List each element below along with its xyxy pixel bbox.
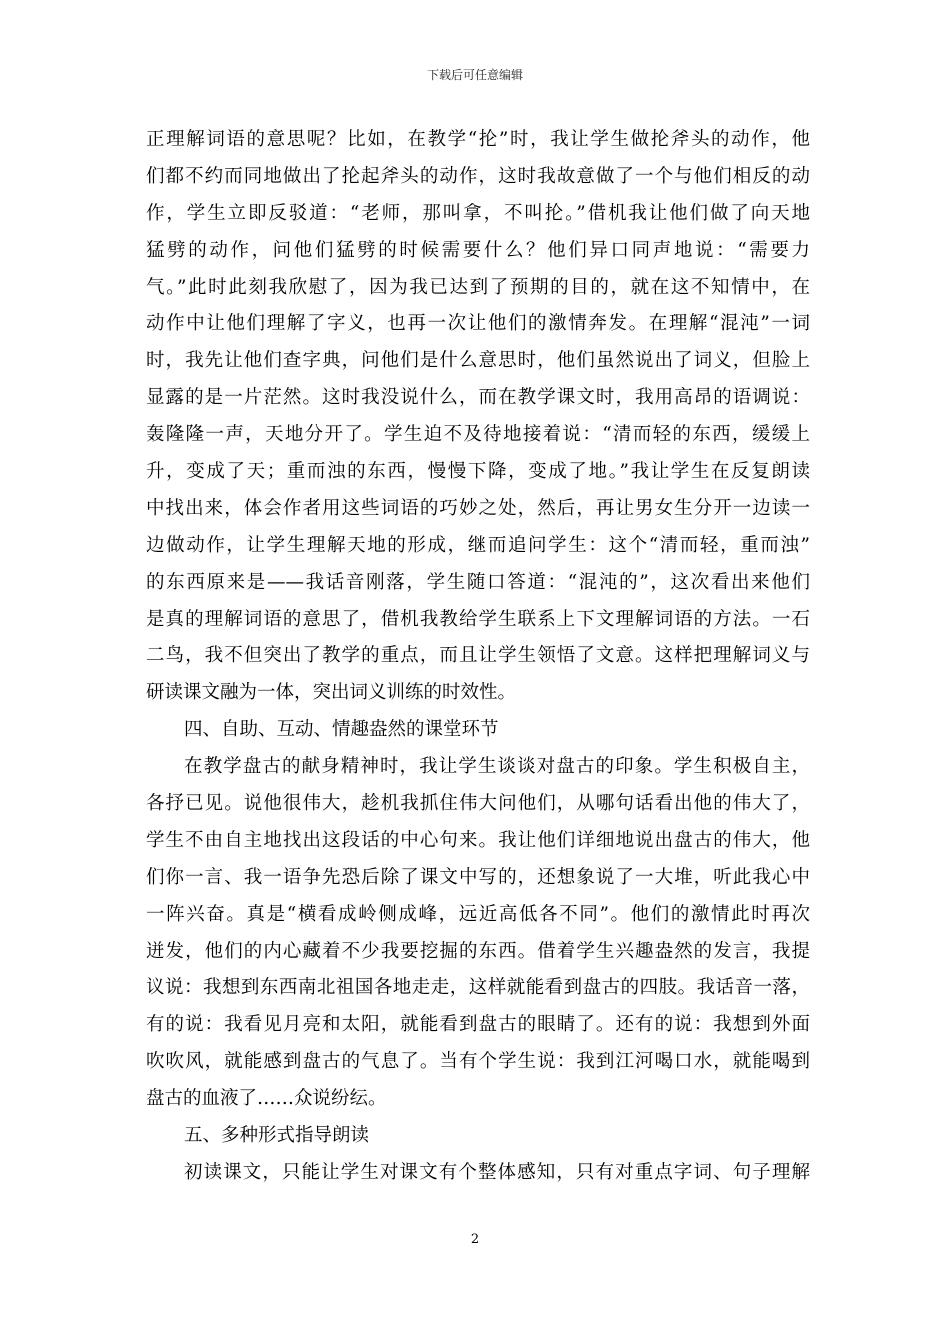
body-text-line: 气。”此时此刻我欣慰了，因为我已达到了预期的目的，就在这不知情中，在	[146, 276, 810, 298]
body-text-line: 轰隆隆一声，天地分开了。学生迫不及待地接着说：“清而轻的东西，缓缓上	[146, 424, 810, 446]
paragraph-first-line: 在教学盘古的献身精神时，我让学生谈谈对盘古的印象。学生积极自主，	[184, 756, 810, 778]
section-heading: 四、自助、互动、情趣盎然的课堂环节	[184, 719, 499, 741]
body-text-line: 作，学生立即反驳道：“老师，那叫拿，不叫抡。”借机我让他们做了向天地	[146, 202, 810, 224]
body-text-line: 是真的理解词语的意思了，借机我教给学生联系上下文理解词语的方法。一石	[146, 608, 810, 630]
body-text-line: 二鸟，我不但突出了教学的重点，而且让学生领悟了文意。这样把理解词义与	[146, 645, 810, 667]
body-text-line: 动作中让他们理解了字义，也再一次让他们的激情奔发。在理解“混沌”一词	[146, 313, 810, 335]
body-text-line: 时，我先让他们查字典，问他们是什么意思时，他们虽然说出了词义，但脸上	[146, 350, 810, 372]
body-text-line: 们你一言、我一语争先恐后除了课文中写的，还想象说了一大堆，听此我心中	[146, 866, 810, 888]
page-header: 下载后可任意编辑	[426, 68, 523, 82]
page-number: 2	[470, 1232, 480, 1247]
body-text-line: 中找出来，体会作者用这些词语的巧妙之处，然后，再让男女生分开一边读一	[146, 497, 810, 519]
body-text-line: 吹吹风，就能感到盘古的气息了。当有个学生说：我到江河喝口水，就能喝到	[146, 1051, 810, 1073]
body-text-line: 一阵兴奋。真是“横看成岭侧成峰，远近高低各不同”。他们的激情此时再次	[146, 903, 810, 925]
section-heading: 五、多种形式指导朗读	[184, 1125, 370, 1147]
body-text-line: 迸发，他们的内心藏着不少我要挖掘的东西。借着学生兴趣盎然的发言，我提	[146, 940, 810, 962]
body-text-line: 学生不由自主地找出这段话的中心句来。我让他们详细地说出盘古的伟大，他	[146, 829, 810, 851]
paragraph-first-line: 初读课文，只能让学生对课文有个整体感知，只有对重点字词、句子理解	[184, 1161, 810, 1183]
body-text-line: 研读课文融为一体，突出词义训练的时效性。	[146, 682, 517, 704]
body-text-line: 议说：我想到东西南北祖国各地走走，这样就能看到盘古的四肢。我话音一落，	[146, 977, 810, 999]
body-text-line: 升，变成了天；重而浊的东西，慢慢下降，变成了地。”我让学生在反复朗读	[146, 461, 810, 483]
body-text-line: 猛劈的动作，问他们猛劈的时候需要什么？他们异口同声地说：“需要力	[146, 239, 810, 261]
body-text-line: 显露的是一片茫然。这时我没说什么，而在教学课文时，我用高昂的语调说：	[146, 387, 810, 409]
body-text-line: 各抒已见。说他很伟大，趁机我抓住伟大问他们，从哪句话看出他的伟大了，	[146, 793, 810, 815]
body-text-line: 们都不约而同地做出了抡起斧头的动作，这时我故意做了一个与他们相反的动	[146, 165, 810, 187]
body-text-line: 有的说：我看见月亮和太阳，就能看到盘古的眼睛了。还有的说：我想到外面	[146, 1014, 810, 1036]
body-text-line: 边做动作，让学生理解天地的形成，继而追问学生：这个“清而轻，重而浊”	[146, 534, 810, 556]
body-text-line: 的东西原来是——我话音刚落，学生随口答道：“混沌的”，这次看出来他们	[146, 571, 810, 593]
body-text-line: 正理解词语的意思呢？比如，在教学“抡”时，我让学生做抡斧头的动作，他	[146, 129, 810, 150]
body-text-line: 盘古的血液了……众说纷纭。	[146, 1088, 387, 1110]
document-body	[146, 122, 810, 1192]
